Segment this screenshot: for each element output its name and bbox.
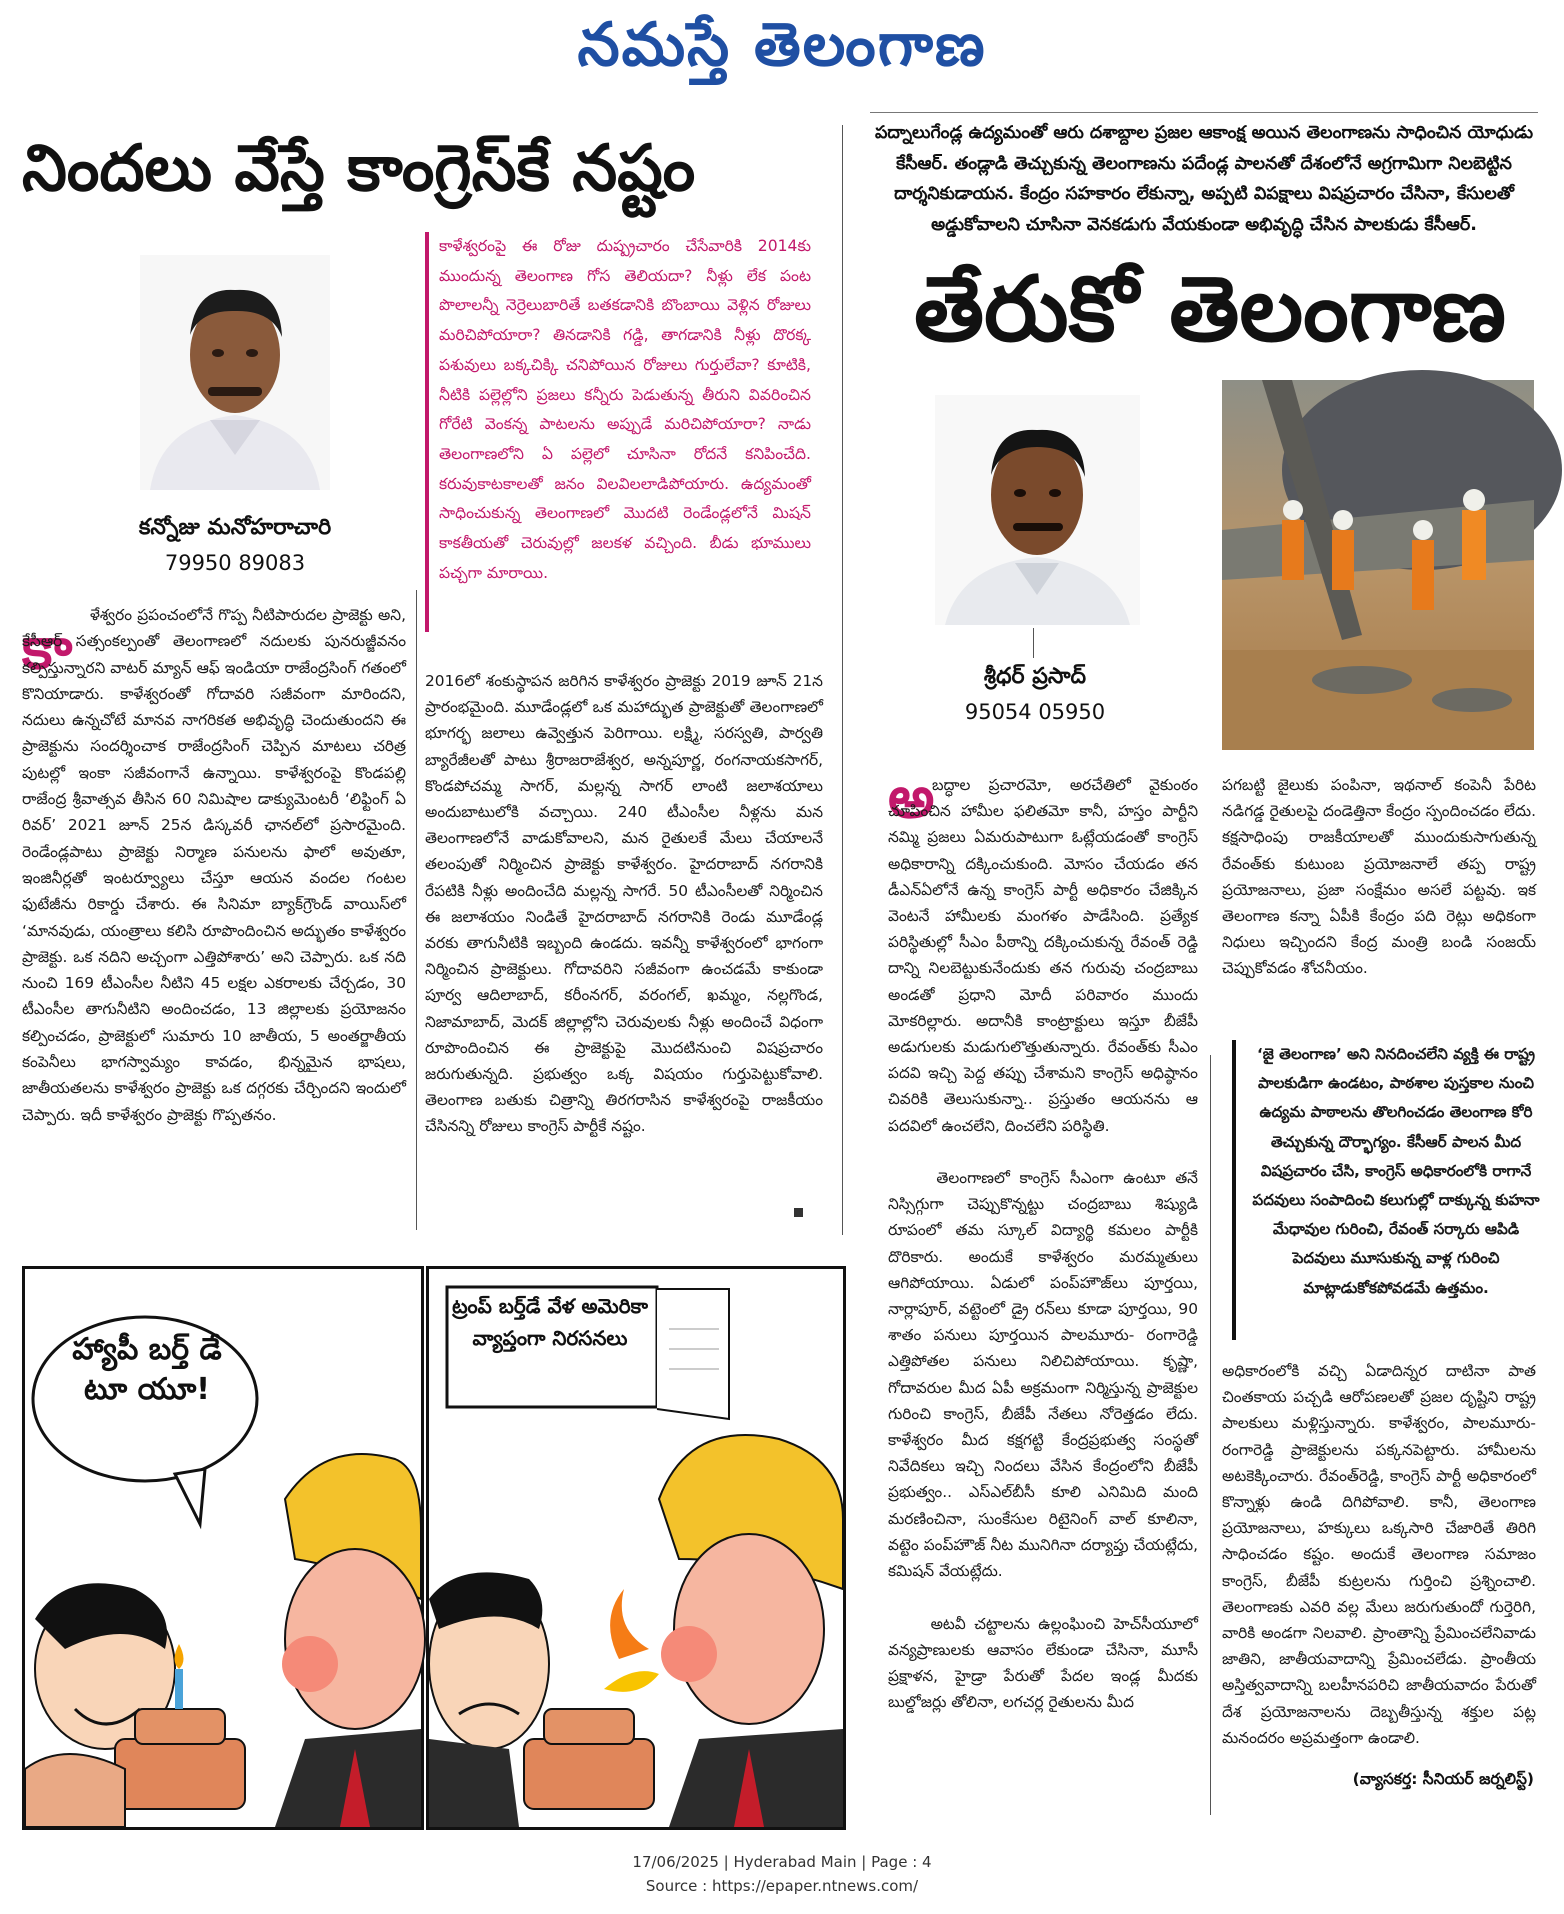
project-photo <box>1222 380 1534 750</box>
right-article-intro: పద్నాలుగేండ్ల ఉద్యమంతో ఆరు దశాబ్దాల ప్రజల ఆకాంక్ష అయిన తెలంగాణను సాధించిన యోధుడు కేసీఆర్. తండ్లాడి తెచ్చుకున్న తెలంగాణను పదేండ్ల పాలనతో దేశంలోనే అగ్రగామిగా నిలబెట్టిన దార్శనికుడాయన. కేంద్రం సహకారం లేకున్నా, అప్పటి విపక్షాలు విషప్రచారం చేసినా, కేసులతో అడ్డుకోవాలని చూసినా వెనకడుగు వేయకుండా అభివృద్ధి చేసిన పాలకుడు కేసీఆర్. <box>874 123 1534 235</box>
author-name-left: కన్నోజు మనోహరాచారి <box>138 515 332 540</box>
cartoon-protest-sign: ట్రంప్ బర్త్‌డే వేళ అమెరికా వ్యాప్తంగా నిరసనలు <box>452 1294 648 1350</box>
author-photo-left <box>140 255 330 490</box>
left-headline: నిందలు వేస్తే కాంగ్రెస్‌కే నష్టం <box>22 131 696 206</box>
author-name-right: శ్రీధర్ ప్రసాద్ <box>983 664 1087 689</box>
cartoon-speech-bubble: హ్యాపీ బర్త్ డే టూ యూ! <box>72 1332 222 1407</box>
masthead-logo: నమస్తే తెలంగాణ <box>577 10 987 80</box>
right-article-column-1: బద్ధాల ప్రచారమో, అరచేతిలో వైకుంఠం చూపించిన హామీల ఫలితమో కానీ, హస్తం పార్టీని నమ్మి ప్రజలు ఏమరుపాటుగా ఓట్లేయడంతో కాంగ్రెస్ అధికారాన్ని దక్కించుకుంది. మోసం చేయడం తన డీఎన్ఏలోనే ఉన్న కాంగ్రెస్ పార్టీ అధికారం చేజిక్కిన వెంటనే హామీలకు మంగళం పాడేసింది. ప్రత్యేక పరిస్థితుల్లో సీఎం పీఠాన్ని దక్కించుకున్న రేవంత్ రెడ్డి దాన్ని నిలబెట్టుకునేందుకు తన గురువు చంద్రబాబు అండతో ప్రధాని మోదీ పరివారం ముందు మోకరిల్లారు. అదానీకి కాంట్రాక్టులు ఇస్తూ బీజేపీ అడుగులకు మడుగులొత్తుతున్నారు. రేవంత్‌కు సీఎం పదవి ఇచ్చి పెద్ద తప్పు చేశామని కాంగ్రెస్ అధిష్ఠానం చివరికి తెలుసుకున్నా.. ప్రస్తుతం ఆయనను ఆ పదవిలో ఉంచలేని, దించలేని పరిస్థితి. తెలంగాణలో కాంగ్రెస్ సీఎంగా ఉంటూ తనే నిస్సిగ్గుగా చెప్పుకొన్నట్టు చంద్రబాబు శిష్యుడి రూపంలో తమ స్కూల్ విద్యార్థి కమలం పార్టీకి దొరికారు. అందుకే కాళేశ్వరం మరమ్మతులు ఆగిపోయాయి. ఏడులో పంప్‌హౌజ్‌లు పూర్తయి, నార్లాపూర్, వట్టెంలో డ్రై రన్‌లు కూడా పూర్తయి, 90 శాతం పనులు పూర్తయిన పాలమూరు- రంగారెడ్డి ఎత్తిపోతల పనులు నిలిచిపోయాయి. కృష్ణా, గోదావరుల మీద ఏపీ అక్రమంగా నిర్మిస్తున్న ప్రాజెక్టుల గురించి కాంగ్రెస్, బీజేపీ నేతలు నోరెత్తడం లేదు. కాళేశ్వరం మీద కక్షగట్టి కేంద్రప్రభుత్వ సంస్థతో నివేదికలు ఇచ్చి నిందలు వేసిన కేంద్రంలోని బీజేపీ ప్రభుత్వం.. ఎస్ఎల్‌బీసీ కూలి ఎనిమిది మంది మరణించినా, సుంకేసుల రిటైనింగ్ వాల్ కూలినా, వట్టెం పంప్‌హౌజ్ నీట మునిగినా దర్యాప్తు చేయట్లేదు, కమిషన్ వేయట్లేదు. అటవీ చట్టాలను ఉల్లంఘించి హెచ్‌సీయూలో వన్యప్రాణులకు ఆవాసం లేకుండా చేసినా, మూసీ ప్రక్షాళన, హైడ్రా పేరుతో పేదల ఇండ్ల మీదకు బుల్డోజర్లు తోలినా, లగచర్ల రైతులను మీద <box>888 776 1199 1712</box>
pull-quote-left: కాళేశ్వరంపై ఈ రోజు దుష్ప్రచారం చేసేవారికి 2014కు ముందున్న తెలంగాణ గోస తెలియదా? నీళ్లు లేక పంట పొలాలన్నీ నెర్రెలుబారితే బతకడానికి బొంబాయి వెళ్లిన రోజులు మరిచిపోయారా? తినడానికి గడ్డి, తాగడానికి నీళ్లు దొరక్క పశువులు బక్కచిక్కి చనిపోయిన రోజులు గుర్తులేవా? కూటికి, నీటికి పల్లెల్లోని ప్రజలు కన్నీరు పెడుతున్న తీరుని వివరించిన గోరేటి వెంకన్న పాటలను అప్పుడే మరిచిపోయారా? నాడు తెలంగాణలోని ఏ పల్లెలో చూసినా రోదనే కనిపించేది. కరువుకాటకాలతో జనం విలవిలలాడిపోయారు. ఉద్యమంతో సాధించుకున్న తెలంగాణలో మొదటి రెండేండ్లలోనే మిషన్ కాకతీయతో చెరువుల్లో జలకళ వచ్చింది. బీడు భూములు పచ్చగా మారాయి. <box>425 232 811 632</box>
right-article-column-2-bottom: అధికారంలోకి వచ్చి ఏడాదిన్నర దాటినా పాత చింతకాయ పచ్చడి ఆరోపణలతో ప్రజల దృష్టిని రాష్ట్ర పాలకులు మళ్లిస్తున్నారు. కాళేశ్వరం, పాలమూరు-రంగారెడ్డి ప్రాజెక్టులను పక్కనపెట్టారు. హామీలను అటకెక్కించారు. రేవంత్‌రెడ్డి, కాంగ్రెస్ పార్టీ అధికారంలో కొన్నాళ్లు ఉండి దిగిపోవాలి. కానీ, తెలంగాణ ప్రయోజనాలు, హక్కులు ఒక్కసారి చేజారితే తిరిగి సాధించడం కష్టం. అందుకే తెలంగాణ సమాజం కాంగ్రెస్, బీజేపీ కుట్రలను గుర్తించి ప్రశ్నించాలి. తెలంగాణకు ఎవరి వల్ల మేలు జరుగుతుందో గుర్తెరిగి, వారికి అండగా నిలవాలి. ప్రాంతాన్ని ప్రేమించలేనివాడు జాతిని, జాతీయవాదాన్ని ప్రేమించలేడు. ప్రాంతీయ అస్తిత్వవాదాన్ని బలహీనపరిచి జాతీయవాదం పేరుతో దేశ ప్రయోజనాలను దెబ్బతీస్తున్న శక్తుల పట్ల మనందరం అప్రమత్తంగా ఉండాలి. <box>1222 1362 1541 1747</box>
footer-source-link[interactable]: Source : https://epaper.ntnews.com/ <box>645 1877 919 1895</box>
author-photo-right <box>935 395 1140 625</box>
left-article-column-1: ళేశ్వరం ప్రపంచంలోనే గొప్ప నీటిపారుదల ప్రాజెక్టు అని, కేసీఆర్ సత్సంకల్పంతో తెలంగాణలో నదులకు పునరుజ్జీవనం కల్పిస్తున్నారని వాటర్ మ్యాన్ ఆఫ్ ఇండియా రాజేంద్రసింగ్ గతంలో కొనియాడారు. కాళేశ్వరంతో గోదావరి సజీవంగా మారిందని, నదులు ఉన్నచోటే మానవ నాగరికత అభివృద్ధి చెందుతుందని ఈ ప్రాజెక్టును సందర్శించాక రాజేంద్రసింగ్ చెప్పిన మాటలు చరిత్ర పుటల్లో ఇంకా సజీవంగానే ఉన్నాయి. కాళేశ్వరంపై కొండపల్లి రాజేంద్ర శ్రీవాత్సవ తీసిన 60 నిమిషాల డాక్యుమెంటరీ ‘లిఫ్టింగ్ ఏ రివర్’ 2021 జూన్ 25న డిస్కవరీ ఛానల్‌లో ప్రసారమైంది. రెండేండ్లపాటు ప్రాజెక్టు నిర్మాణ పనులను ఫాలో అవుతూ, ఇంజినీర్లతో ఇంటర్వ్యూలు చేస్తూ ఆయన వందల గంటల ఫుటేజీను రికార్డు చేశారు. ఈ సినిమా బ్యాక్‌గ్రౌండ్ వాయిస్‌లో ‘మానవుడు, యంత్రాలు కలిసి రూపొందించిన అద్భుతం కాళేశ్వరం ప్రాజెక్టు. ఒక నదిని అచ్చంగా ఎత్తిపోశారు’ అని చెప్పారు. ఒక నది నుంచి 169 టీఎంసీల నీటిని 45 లక్షల ఎకరాలకు చేర్చడం, 30 టీఎంసీల తాగునీటిని అందించడం, 13 జిల్లాలకు ప్రయోజనం కల్పించడం, ప్రాజెక్టులో సుమారు 10 జాతీయ, 5 అంతర్జాతీయ కంపెనీలు భాగస్వామ్యం కావడం, భిన్నమైన భాషలు, జాతీయతలను కాళేశ్వరం ప్రాజెక్టు ఒక దగ్గరకు చేర్చిందని ఇందులో చెప్పారు. ఇదీ కాళేశ్వరం ప్రాజెక్టు గొప్పతనం. <box>22 606 411 1124</box>
footer-date-page: 17/06/2025 | Hyderabad Main | Page : 4 <box>632 1853 932 1871</box>
left-article-column-2: 2016లో శంకుస్థాపన జరిగిన కాళేశ్వరం ప్రాజెక్టు 2019 జూన్ 21న ప్రారంభమైంది. మూడేండ్లలో ఒక మహాద్భుత ప్రాజెక్టుతో తెలంగాణలో భూగర్భ జలాలు ఉవ్వెత్తున పెరిగాయి. లక్ష్మి, సరస్వతి, పార్వతి బ్యారేజీలతో పాటు శ్రీరాజరాజేశ్వర, అన్నపూర్ణ, రంగనాయకసాగర్, కొండపోచమ్మ సాగర్, మల్లన్న సాగర్ లాంటి జలాశయాలు అందుబాటులోకి వచ్చాయి. 240 టీఎంసీల నీళ్లను మన తెలంగాణలోనే వాడుకోవాలని, మన రైతులకే మేలు చేయాలనే తలంపుతో నిర్మించిన ప్రాజెక్టు కాళేశ్వరం. హైదరాబాద్ నగరానికి రేపటికి నీళ్లు అందించేది మల్లన్న సాగరే. 50 టీఎంసీలతో నిర్మించిన ఈ జలాశయం నిండితే హైదరాబాద్ నగరానికి రెండు మూడేండ్ల వరకు తాగునీటికి ఇబ్బంది ఉండదు. ఇవన్నీ కాళేశ్వరంలో భాగంగా నిర్మించిన ప్రాజెక్టులు. గోదావరిని సజీవంగా ఉంచడమే కాకుండా పూర్వ ఆదిలాబాద్, కరీంనగర్, వరంగల్, ఖమ్మం, నల్లగొండ, నిజామాబాద్, మెదక్ జిల్లాల్లోని చెరువులకు నీళ్లు అందించే విధంగా రూపొందించిన ఈ ప్రాజెక్టుపై మొదటినుంచి విషప్రచారం జరుగుతున్నది. ప్రభుత్వం ఒక్క విషయం గుర్తుపెట్టుకోవాలి. తెలంగాణ బతుకు చిత్రాన్ని తిరగరాసిన కాళేశ్వరంపై రాజకీయం చేసినన్ని రోజులు కాంగ్రెస్ పార్టీకే నష్టం. <box>425 672 828 1136</box>
pull-quote-right: ‘జై తెలంగాణ’ అని నినదించలేని వ్యక్తి ఈ రాష్ట్ర పాలకుడిగా ఉండటం, పాఠశాల పుస్తకాల నుంచి ఉద్యమ పాఠాలను తొలగించడం తెలంగాణ కోరి తెచ్చుకున్న దౌర్భాగ్యం. కేసీఆర్ పాలన మీద విషప్రచారం చేసి, కాంగ్రెస్ అధికారంలోకి రాగానే పదవులు సంపాదించి కలుగుల్లో దాక్కున్న కుహనా మేధావుల గురించి, రేవంత్ సర్కారు ఆపిడి పెదవులు మూసుకున్న వాళ్ల గురించి మాట్లాడుకోకపోవడమే ఉత్తమం. <box>1232 1040 1546 1340</box>
column-divider <box>1210 1055 1211 1815</box>
byline-tick <box>1033 628 1034 658</box>
author-phone-right: 95054 05950 <box>964 700 1106 724</box>
column-divider <box>842 125 843 1235</box>
intro-rule <box>870 112 1538 113</box>
dropcap-right: అ <box>888 763 935 831</box>
column-divider <box>416 590 417 1230</box>
end-mark <box>794 1208 803 1217</box>
author-signature: (వ్యాసకర్త: సీనియర్ జర్నలిస్ట్) <box>1352 1770 1534 1788</box>
author-phone-left: 79950 89083 <box>164 551 306 575</box>
right-headline: తేరుకో తెలంగాణ <box>913 256 1507 362</box>
right-article-column-2-top: పగబట్టి జైలుకు పంపినా, ఇథనాల్ కంపెనీ పేరిట నడిగడ్డ రైతులపై దండెత్తినా కేంద్రం స్పందించడం లేదు. కక్షసాధింపు రాజకీయాలతో ముందుకుసాగుతున్న రేవంత్‌కు కుటుంబ ప్రయోజనాలే తప్ప రాష్ట్ర ప్రయోజనాలు, ప్రజా సంక్షేమం అసలే పట్టవు. ఇక తెలంగాణ కన్నా ఏపీకి కేంద్రం పది రెట్లు అధికంగా నిధులు ఇచ్చిందని కేంద్ర మంత్రి బండి సంజయ్ చెప్పుకోవడం శోచనీయం. <box>1222 776 1541 978</box>
dropcap-left: కా <box>22 614 73 682</box>
